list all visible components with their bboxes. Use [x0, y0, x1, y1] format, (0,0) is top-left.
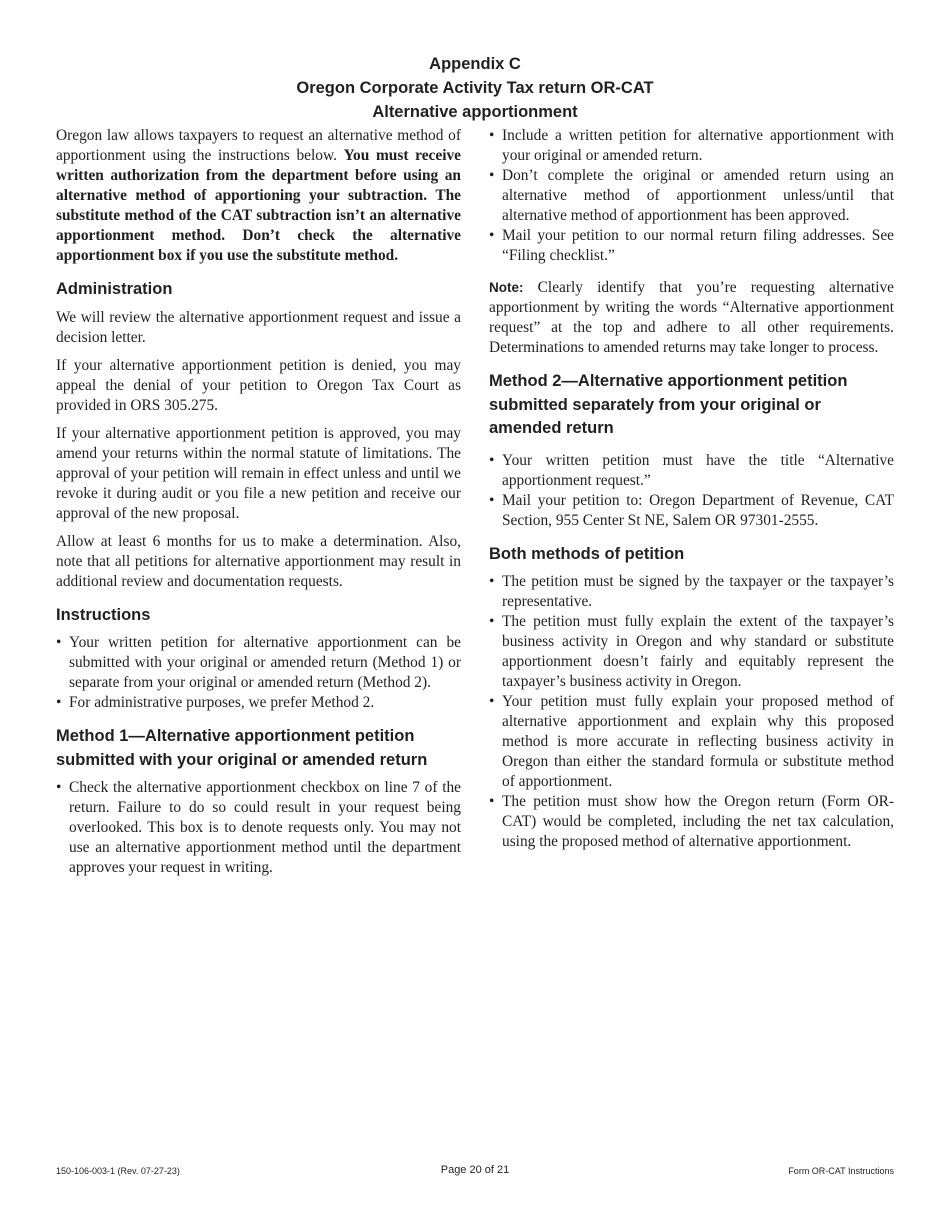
method1-list-continued	[489, 126, 894, 266]
instructions-list	[56, 633, 461, 713]
list-item-text: Your petition must fully explain your proposed method of alternative apportionment and explain why this proposed method is more accurate in reflecting business activity in Oregon than either the standard formula or substitute method of apportionment.	[502, 693, 894, 790]
bullet-icon: •	[489, 573, 495, 590]
method1-heading: Method 1—Alternative apportionment petition submitted with your original or amended return	[56, 727, 428, 769]
note-label: Note:	[489, 280, 524, 295]
list-item-text: Your written petition for alternative apportionment can be submitted with your original or amended return (Method 1) or separate from your original or amended return (Method 2).	[69, 634, 461, 691]
section-title: Alternative apportionment	[372, 103, 578, 121]
list-item-text: For administrative purposes, we prefer Method 2.	[69, 694, 375, 711]
list-item	[489, 572, 894, 612]
list-item	[489, 612, 894, 692]
list-item-text: Don’t complete the original or amended return using an alternative method of apportionment unless/until that alternative method of apportionment has been approved.	[502, 167, 894, 224]
list-item	[489, 226, 894, 266]
list-item	[489, 126, 894, 166]
list-item-text: Mail your petition to: Oregon Department of Revenue, CAT Section, 955 Center St NE, Salem OR 97301-2555.	[502, 491, 894, 529]
list-item-text: The petition must be signed by the taxpayer or the taxpayer’s representative.	[502, 573, 894, 610]
bullet-icon: •	[489, 693, 495, 710]
page-number: Page 20 of 21	[440, 1164, 510, 1176]
note-paragraph	[489, 278, 894, 358]
left-column	[56, 126, 461, 886]
both-methods-heading: Both methods of petition	[489, 544, 685, 563]
method2-heading: Method 2—Alternative apportionment petition submitted separately from your original or amended return	[489, 372, 848, 437]
list-item-text: The petition must show how the Oregon return (Form OR-CAT) would be completed, including the net tax calculation, using the proposed method of alternative apportionment.	[502, 793, 894, 850]
bullet-icon: •	[56, 694, 62, 711]
admin-paragraph-3: If your alternative apportionment petition is approved, you may amend your returns within the normal statute of limitations. The approval of your petition will remain in effect unless and until we revoke it during audit or you file a new petition and receive our approval of the new proposal.	[56, 424, 461, 522]
list-item-text: Check the alternative apportionment checkbox on line 7 of the return. Failure to do so could result in your request being overlooked. This box is to denote requests only. You may not use an alternative apportionment method until the department approves your request in writing.	[69, 779, 461, 876]
list-item	[56, 778, 461, 878]
list-item	[489, 491, 894, 531]
form-name: Form OR-CAT Instructions	[788, 1166, 894, 1176]
list-item-text: Include a written petition for alternative apportionment with your original or amended return.	[502, 127, 894, 164]
bullet-icon: •	[489, 451, 495, 469]
bullet-icon: •	[489, 227, 495, 244]
list-item	[489, 451, 894, 491]
appendix-label: Appendix C	[429, 55, 521, 73]
right-column	[489, 126, 894, 860]
bullet-icon: •	[56, 634, 62, 651]
list-item	[489, 166, 894, 226]
intro-paragraph	[56, 126, 461, 266]
list-item-text: The petition must fully explain the extent of the taxpayer’s business activity in Oregon and why standard or substitute apportionment doesn’t fairly and equitably represent the taxpayer’s business activity in Oregon.	[502, 613, 894, 690]
intro-text: Oregon law allows taxpayers to request an alternative method of apportionment using the instructions below.	[56, 127, 461, 164]
form-title: Oregon Corporate Activity Tax return OR-CAT	[296, 79, 654, 97]
bullet-icon: •	[489, 613, 495, 630]
bullet-icon: •	[56, 779, 62, 796]
list-item-text: Mail your petition to our normal return filing addresses. See “Filing checklist.”	[502, 227, 894, 264]
method1-list	[56, 778, 461, 878]
bullet-icon: •	[489, 491, 495, 509]
list-item	[489, 692, 894, 792]
list-item-text: Your written petition must have the title “Alternative apportionment request.”	[502, 451, 894, 489]
list-item	[56, 693, 461, 713]
note-text: Clearly identify that you’re requesting alternative apportionment by writing the words “Alternative apportionment request” at the top and adhere to all other requirements. Determinations to amended returns may take longer to process.	[489, 279, 894, 356]
admin-paragraph-4: Allow at least 6 months for us to make a determination. Also, note that all petitions for alternative apportionment may result in additional review and documentation requests.	[56, 532, 461, 590]
instructions-heading: Instructions	[56, 605, 151, 624]
page-title	[0, 52, 950, 124]
admin-paragraph-2: If your alternative apportionment petition is denied, you may appeal the denial of your petition to Oregon Tax Court as provided in ORS 305.275.	[56, 356, 461, 414]
bullet-icon: •	[489, 127, 495, 144]
list-item	[489, 792, 894, 852]
bullet-icon: •	[489, 793, 495, 810]
admin-paragraph-1: We will review the alternative apportionment request and issue a decision letter.	[56, 308, 461, 346]
list-item	[56, 633, 461, 693]
administration-heading: Administration	[56, 280, 173, 298]
method2-list	[489, 451, 894, 531]
form-number: 150-106-003-1 (Rev. 07-27-23)	[56, 1166, 180, 1176]
intro-warning: You must receive written authorization from the department before using an alternative method of apportioning your subtraction. The substitute method of the CAT subtraction isn’t an alternative apportionment method. Don’t check the alternative apportionment box if you use the substitute method.	[56, 147, 462, 264]
bullet-icon: •	[489, 167, 495, 184]
both-methods-list	[489, 572, 894, 852]
